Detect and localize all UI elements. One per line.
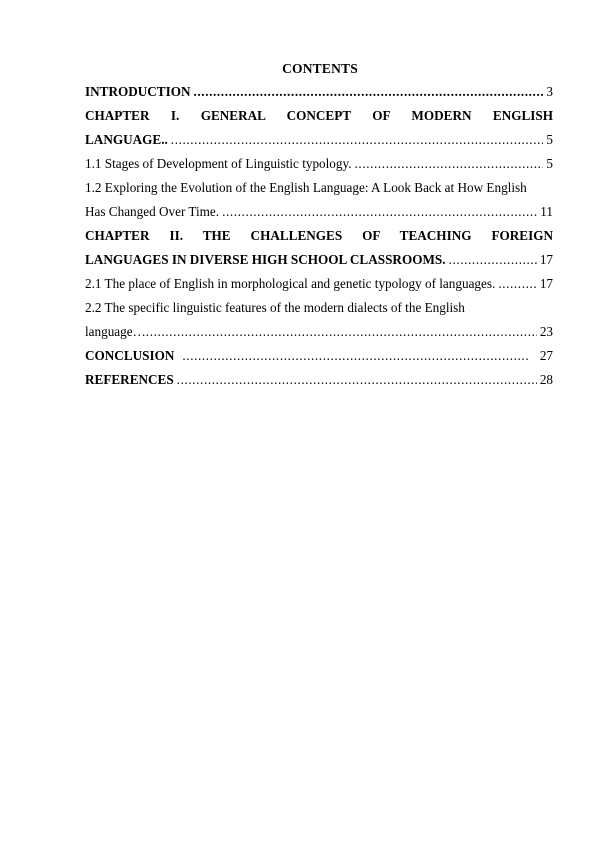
toc-entry-section-2-1 — [85, 272, 553, 296]
table-of-contents — [85, 80, 553, 392]
toc-page-number: 23 — [539, 324, 553, 339]
toc-entry-title: 1.1 Stages of Development of Linguistic typology. — [85, 156, 352, 171]
dot-leader — [171, 128, 544, 152]
toc-entry-section-1-1 — [85, 152, 553, 176]
toc-entry-title: 2.1 The place of English in morphological and genetic typology of languages. — [85, 276, 496, 291]
toc-entry-introduction — [85, 80, 553, 104]
toc-entry-chapter1 — [85, 128, 553, 152]
toc-page-number: 17 — [539, 276, 553, 291]
toc-entry-chapter1-line1: CHAPTER I. GENERAL CONCEPT OF MODERN ENGLISH — [85, 108, 553, 123]
toc-entry-references — [85, 368, 553, 392]
dot-leader — [222, 200, 537, 224]
toc-entry-title: LANGUAGE.. — [85, 132, 168, 147]
toc-entry-title: Has Changed Over Time. — [85, 204, 220, 219]
toc-page-number: 28 — [539, 372, 553, 387]
dot-leader — [182, 344, 529, 368]
dot-leader — [177, 368, 537, 392]
page-title: CONTENTS — [282, 61, 358, 76]
toc-entry-section-1-2-line1: 1.2 Exploring the Evolution of the English Language: A Look Back at How English — [85, 180, 527, 195]
toc-entry-title: REFERENCES — [85, 372, 174, 387]
toc-page-number: 3 — [546, 84, 553, 99]
toc-entry-section-2-2 — [85, 320, 553, 344]
toc-page-number: 27 — [539, 348, 553, 363]
toc-entry-chapter2-line1: CHAPTER II. THE CHALLENGES OF TEACHING FOREIGN — [85, 228, 553, 243]
dot-leader — [449, 248, 537, 272]
toc-entry-title: LANGUAGES IN DIVERSE HIGH SCHOOL CLASSROOMS. — [85, 252, 446, 267]
dot-leader — [194, 80, 544, 104]
toc-entry-section-1-2 — [85, 200, 553, 224]
toc-page-number: 11 — [540, 204, 553, 219]
toc-entry-title: language… — [85, 324, 146, 339]
dot-leader — [498, 272, 537, 296]
dot-leader — [355, 152, 544, 176]
toc-page-number: 17 — [539, 252, 553, 267]
toc-entry-title: CONCLUSION — [85, 348, 175, 363]
toc-entry-chapter2 — [85, 248, 553, 272]
dot-leader — [146, 320, 537, 344]
toc-page-number: 5 — [546, 132, 553, 147]
toc-entry-section-2-2-line1: 2.2 The specific linguistic features of the modern dialects of the English — [85, 300, 465, 315]
toc-entry-title: INTRODUCTION — [85, 84, 191, 99]
toc-page-number: 5 — [546, 156, 553, 171]
toc-entry-conclusion — [85, 344, 553, 368]
